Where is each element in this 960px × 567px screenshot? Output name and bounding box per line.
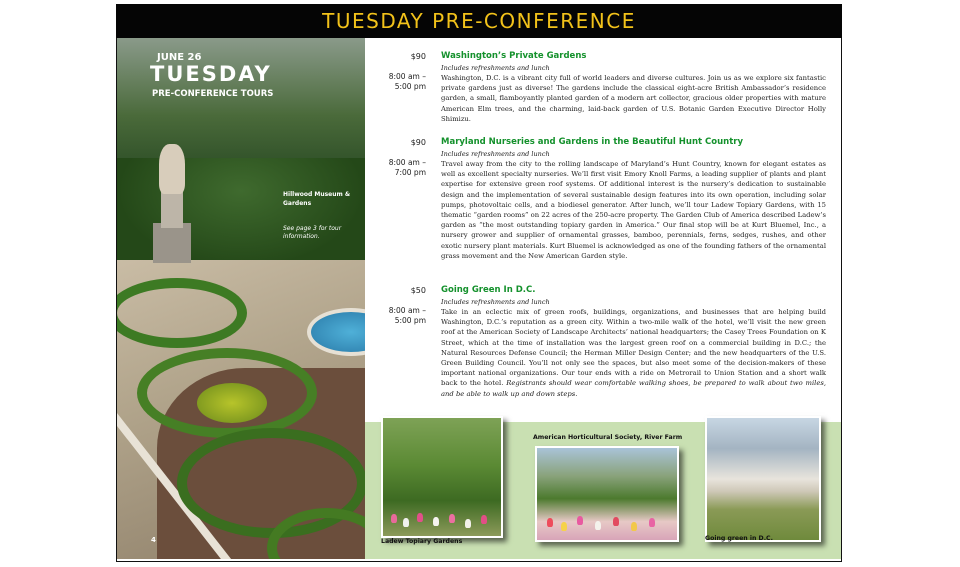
- statue-pedestal: [161, 188, 183, 228]
- tulip: [417, 513, 423, 522]
- river-farm-photo: [535, 446, 679, 542]
- green-roof-photo: [705, 416, 821, 542]
- photo-caption: Hillwood Museum & Gardens: [283, 191, 351, 207]
- tour-description: Travel away from the city to the rolling landscape of Maryland’s Hunt Country, known for elegant estates as well as excellent specialty nurseries. We’ll first visit Emory Knoll Farms, a leading supplier of plants and plant expertise for extensive green roof systems. Of additional interest is the nursery’s dedication to sustainable design and the implementation of several sustainable design features into its own operation, including solar pumps, photovoltaic cells, and a biodiesel generator. After lunch, we’ll tour Ladew Topiary Gardens, with 15 thematic “garden rooms” on 22 acres of the 250-acre property. The Garden Club of America described Ladew’s garden as “the most outstanding topiary garden in America.” Our final stop will be at Kurt Bluemel, Inc., a nursery grower and supplier of ornamental grasses, bamboo, perennials, ferns, sedges, rushes, and other exotic nursery plant materials. Kurt Bluemel is acknowledged as one of the founding fathers of the ornamental grass movement and the New American Garden style.: [441, 160, 826, 260]
- tulip: [547, 518, 553, 527]
- tour-time: 8:00 am – 5:00 pm: [388, 72, 426, 91]
- tulip: [561, 522, 567, 531]
- tulip: [595, 521, 601, 530]
- tulip: [631, 522, 637, 531]
- tour-price: $90: [410, 52, 426, 61]
- page-number: 4: [151, 536, 156, 544]
- statue-base: [153, 223, 191, 263]
- green-roof-caption: Going green in D.C.: [705, 535, 773, 542]
- tulip: [403, 518, 409, 527]
- photo-note: See page 3 for tour information.: [283, 225, 342, 240]
- photo-trees: [117, 38, 365, 168]
- tour-includes: Includes refreshments and lunch: [441, 150, 550, 158]
- tour-price: $50: [410, 286, 426, 295]
- tulip: [449, 514, 455, 523]
- tour-description: Washington, D.C. is a vibrant city full of world leaders and diverse cultures. Join us as we explore six fantastic private gardens just as diverse! The gardens include the classical eight-acre British Ambassador’s residence garden, a small, flamboyantly planted garden of a modern art collector, gracious older properties with mature American Elm trees, and the charming, laid-back garden of U.S. Botanic Garden Executive Director Holly Shimizu.: [441, 74, 826, 123]
- tour-title: Washington’s Private Gardens: [441, 51, 587, 61]
- tulip: [577, 516, 583, 525]
- photo-yellow-shrub: [197, 383, 267, 423]
- tulip: [465, 519, 471, 528]
- tour-time: 8:00 am – 7:00 pm: [388, 158, 426, 177]
- hillwood-photo: [117, 38, 365, 559]
- tulip: [391, 514, 397, 523]
- tour-note: Registrants should wear comfortable walking shoes, be prepared to walk about two miles, and be able to walk up and down steps.: [441, 379, 826, 398]
- tulip: [613, 517, 619, 526]
- statue: [159, 144, 185, 194]
- photo-subtitle: PRE-CONFERENCE TOURS: [152, 89, 274, 99]
- ladew-topiary-photo: [381, 416, 503, 538]
- tour-title: Going Green In D.C.: [441, 285, 536, 295]
- tour-price: $90: [410, 138, 426, 147]
- ahs-caption: American Horticultural Society, River Farm: [533, 434, 683, 441]
- tulip: [481, 515, 487, 524]
- banner-title: TUESDAY PRE-CONFERENCE: [322, 9, 636, 33]
- photo-date: JUNE 26: [157, 52, 202, 63]
- tour-time: 8:00 am – 5:00 pm: [388, 306, 426, 325]
- tour-description-text: Take in an eclectic mix of green roofs, buildings, organizations, and businesses that are helping build Washington, D.C.’s reputation as a green city. Within a two-mile walk of the hotel, we’ll visit the new green roof at the American Society of Landscape Architects’ national headquarters; the Casey Trees Foundation on K Street, which at the time of installation was the largest green roof on a commercial building in D.C.; the Natural Resources Defense Council; the Herman Miller Design Center; and the new headquarters of the U.S. Green Building Council. You’ll not only see the spaces, but also meet some of the decision-makers of these important national organizations. Our tour ends with a ride on Metrorail to Union Station and a short walk back to the hotel.: [441, 308, 826, 388]
- photo-day: TUESDAY: [150, 62, 272, 86]
- tour-title: Maryland Nurseries and Gardens in the Beautiful Hunt Country: [441, 137, 744, 147]
- tulip: [433, 517, 439, 526]
- page-banner: [116, 4, 842, 38]
- tulip: [649, 518, 655, 527]
- ladew-caption: Ladew Topiary Gardens: [381, 538, 463, 545]
- tour-includes: Includes refreshments and lunch: [441, 298, 550, 306]
- tour-includes: Includes refreshments and lunch: [441, 64, 550, 72]
- tour-description: [441, 307, 826, 399]
